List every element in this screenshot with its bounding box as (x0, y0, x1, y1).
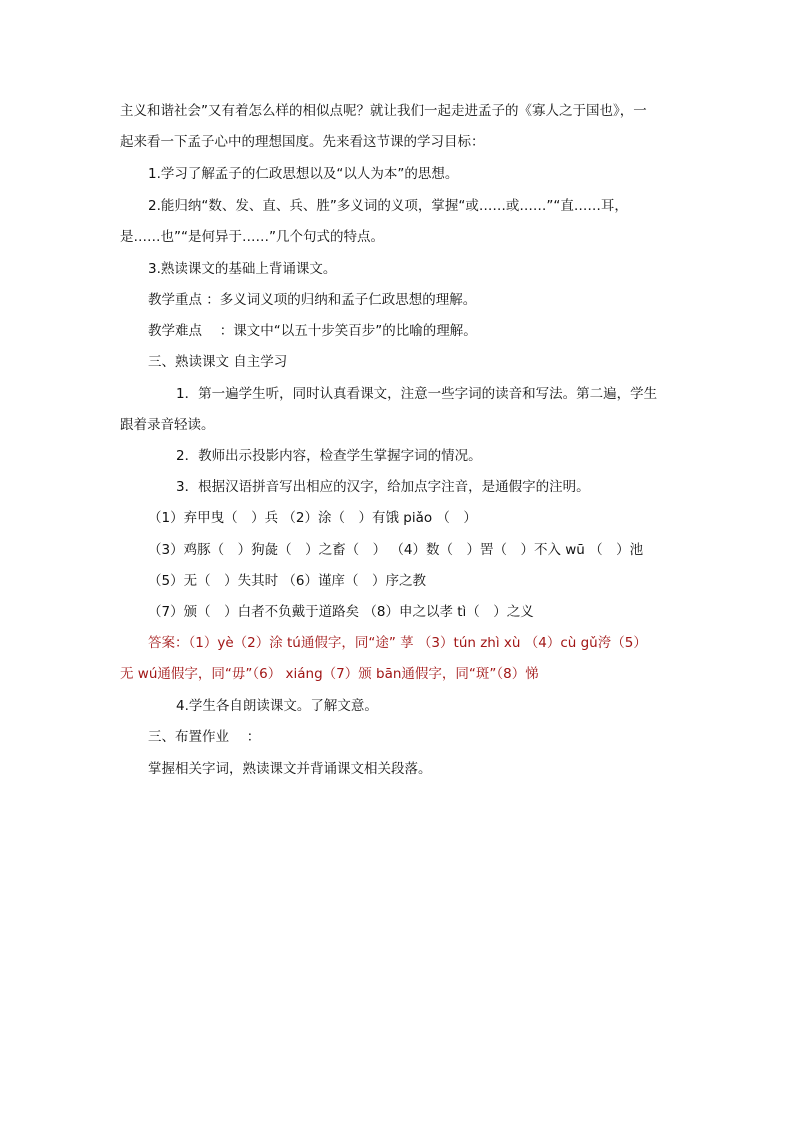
step-2: 2．教师出示投影内容，检查学生掌握字词的情况。 (176, 448, 482, 464)
answer-line-1: 答案：（1）yè（2）涂 tú通假字，同“途” 莩 （3）tún zhì xù （4）cù gǔ洿（5） (148, 635, 647, 651)
teaching-difficulty: 教学难点 ：课文中“以五十步笑百步”的比喻的理解。 (148, 323, 477, 339)
learning-goal-2-line-1: 2.能归纳“数、发、直、兵、胜”多义词的义项，掌握“或……或……”“直……耳， (148, 198, 628, 214)
intro-line-1: 主义和谐社会”又有着怎么样的相似点呢？就让我们一起走进孟子的《寡人之于国也》，一 (120, 103, 647, 119)
step-3: 3．根据汉语拼音写出相应的汉字，给加点字注音，是通假字的注明。 (176, 479, 590, 495)
homework-text: 掌握相关字词，熟读课文并背诵课文相关段落。 (148, 761, 432, 777)
learning-goal-3: 3.熟读课文的基础上背诵课文。 (148, 261, 337, 277)
step-4: 4.学生各自朗读课文。了解文意。 (176, 698, 378, 714)
step-1-line-1: 1．第一遍学生听，同时认真看课文，注意一些字词的读音和写法。第二遍，学生 (176, 386, 658, 402)
answer-line-2: 无 wú通假字，同“毋”（6） xiáng（7）颁 bān通假字，同“斑”（8）悌 (120, 666, 539, 682)
exercise-line-2: （3）鸡豚（ ）狗彘（ ）之畜（ ） （4）数（ ）罟（ ）不入 wū （ ）池 (148, 542, 644, 558)
intro-line-2: 起来看一下孟子心中的理想国度。先来看这节课的学习目标： (120, 134, 485, 150)
step-1-line-2: 跟着录音轻读。 (120, 417, 215, 433)
learning-goal-2-line-2: 是……也”“是何异于……”几个句式的特点。 (120, 229, 384, 245)
exercise-line-1: （1）弃甲曳（ ）兵 （2）涂（ ）有饿 piǎo （ ） (148, 510, 477, 526)
learning-goal-1: 1.学习了解孟子的仁政思想以及“以人为本”的思想。 (148, 166, 459, 182)
section-3-heading: 三、熟读课文 自主学习 (148, 354, 288, 370)
exercise-line-3: （5）无（ ）失其时 （6）谨庠（ ）序之教 (148, 573, 426, 589)
exercise-line-4: （7）颁（ ）白者不负戴于道路矣 （8）申之以孝 tì（ ）之义 (148, 604, 534, 620)
teaching-key-point: 教学重点 ：多义词义项的归纳和孟子仁政思想的理解。 (148, 292, 477, 308)
homework-heading: 三、布置作业 ： (148, 729, 261, 745)
